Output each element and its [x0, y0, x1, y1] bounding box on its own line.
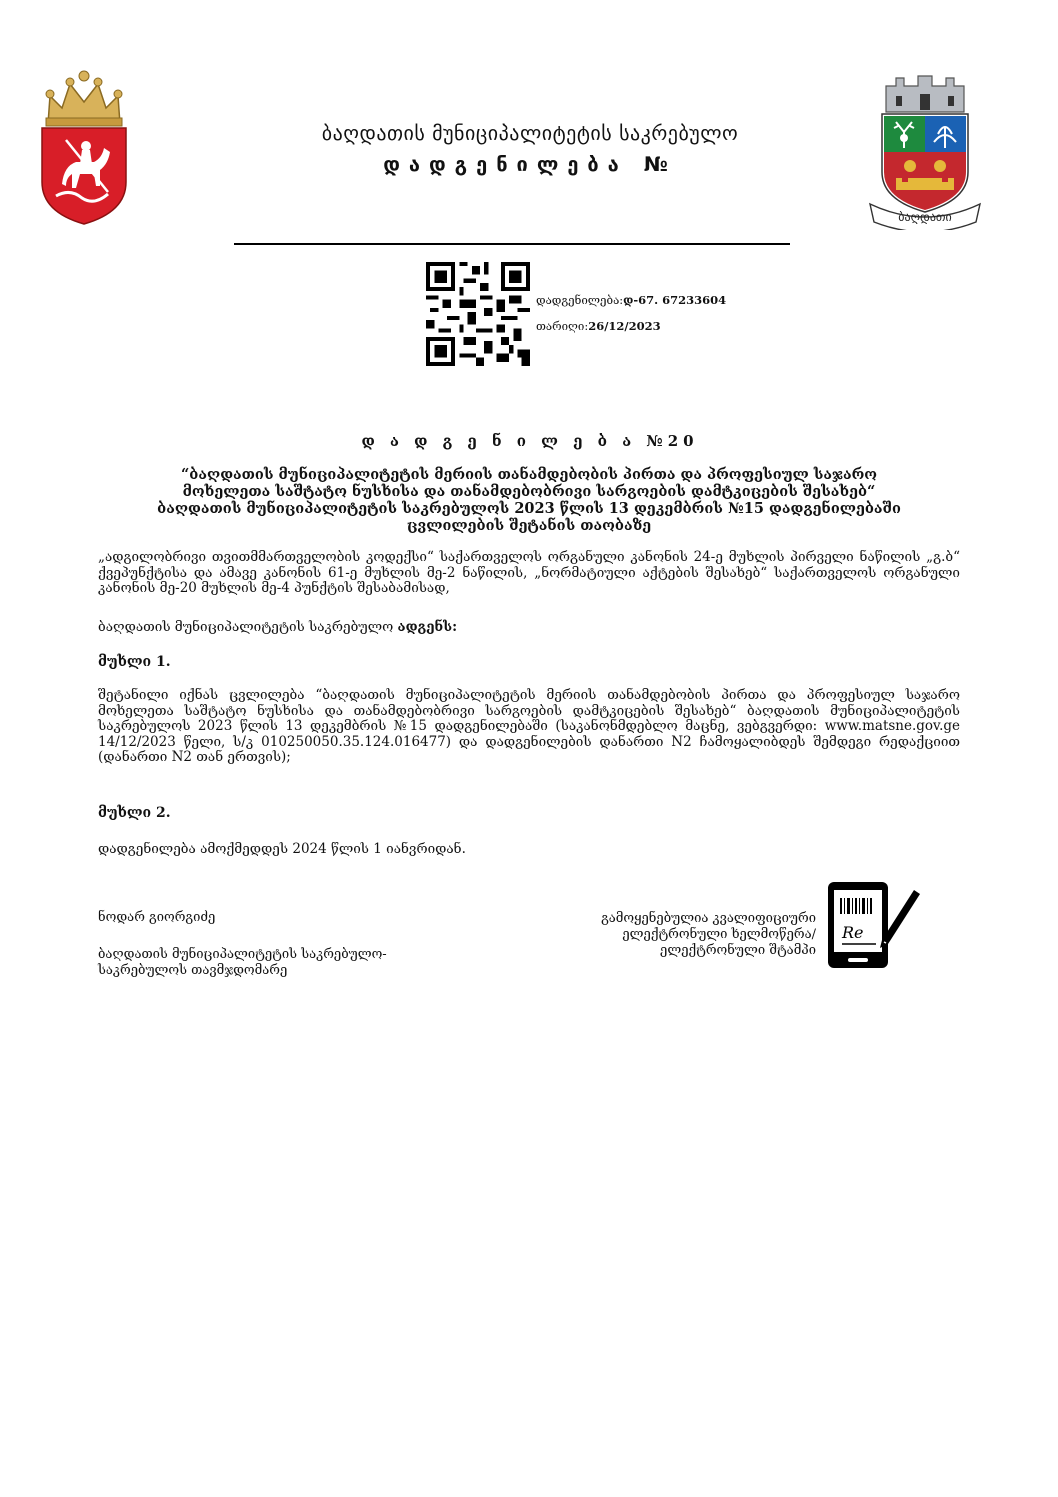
decree-registry-date: თარიღი:26/12/2023 — [536, 319, 661, 333]
qr-code-icon — [426, 262, 530, 366]
decree-title-line: მოხელეთა საშტატო ნუსხისა და თანამდებობრივი სარგოების დამტკიცების შესახებ“ — [182, 483, 876, 500]
header-divider — [234, 243, 790, 245]
decree-title-line: “ბაღდათის მუნიციპალიტეტის მერიის თანამდებობის პირთა და პროფესიულ საჯარო — [180, 466, 878, 483]
article-1-heading: მუხლი 1. — [98, 654, 171, 670]
electronic-signature-icon — [826, 880, 922, 972]
svg-text:Re: Re — [842, 923, 864, 942]
decree-title-line: ბაღდათის მუნიციპალიტეტის საკრებულოს 2023 წლის 13 დეკემბრის №15 დადგენილებაში — [157, 500, 901, 517]
decree-title-line: ცვლილების შეტანის თაობაზე — [406, 517, 652, 534]
resolves-paragraph: ბაღდათის მუნიციპალიტეტის საკრებულო ადგენს: — [98, 619, 458, 635]
emblem-ribbon-label: ბაღდათი — [898, 210, 952, 224]
decree-title — [96, 466, 962, 534]
article-2-text: დადგენილება ამოქმედდეს 2024 წლის 1 იანვრიდან. — [98, 841, 466, 857]
article-1-text: შეტანილი იქნას ცვლილება “ბაღდათის მუნიციპალიტეტის მერიის თანამდებობის პირთა და პროფესიულ საჯარო მოხელეთა საშტატო ნუსხისა და თანამდებობრივი სარგოების დამტკიცების შესახებ“ ბაღდათის მუნიციპალიტეტის საკრებულოს 2023 წლის 13 დეკემბრის №15 დადგენილებაში (საკანონმდებლო მაცნე, ვებგვერდი: www.matsne.gov.ge 14/12/2023 წელი, ს/კ 010250050.35.124.016477) და დადგენილების დანართი N2 ჩამოყალიბდეს შემდეგი რედაქციით (დანართი N2 თან ერთვის); — [98, 687, 960, 765]
decree-label: დადგენილება № — [383, 152, 677, 176]
decree-registry-number: დადგენილება:დ-67. 67233604 — [536, 293, 727, 307]
electronic-signature-note: გამოყენებულია კვალიფიციური ელექტრონული ხელმოწერა/ ელექტრონული შტამპი — [601, 911, 816, 958]
article-2-heading: მუხლი 2. — [98, 805, 171, 821]
decree-number-heading: დ ა დ გ ე ნ ი ლ ე ბ ა №20 — [361, 432, 699, 450]
signatory-name: ნოდარ გიორგიძე — [98, 910, 216, 925]
baghdati-coat-of-arms-icon — [866, 72, 984, 230]
georgia-coat-of-arms-icon — [36, 66, 132, 226]
signatory-position: ბაღდათის მუნიციპალიტეტის საკრებულო- საკრებულოს თავმჯდომარე — [98, 947, 387, 978]
preamble-paragraph: „ადგილობრივი თვითმმართველობის კოდექსი“ საქართველოს ორგანული კანონის 24-ე მუხლის პირველი ნაწილის „გ.ბ“ ქვეპუნქტისა და ამავე კანონის 61-ე მუხლის მე-2 ნაწილის, „ნორმატიული აქტების შესახებ“ საქართველოს ორგანული კანონის მე-20 მუხლის მე-4 პუნქტის შესაბამისად, — [98, 549, 960, 596]
council-name: ბაღდათის მუნიციპალიტეტის საკრებულო — [321, 121, 739, 145]
